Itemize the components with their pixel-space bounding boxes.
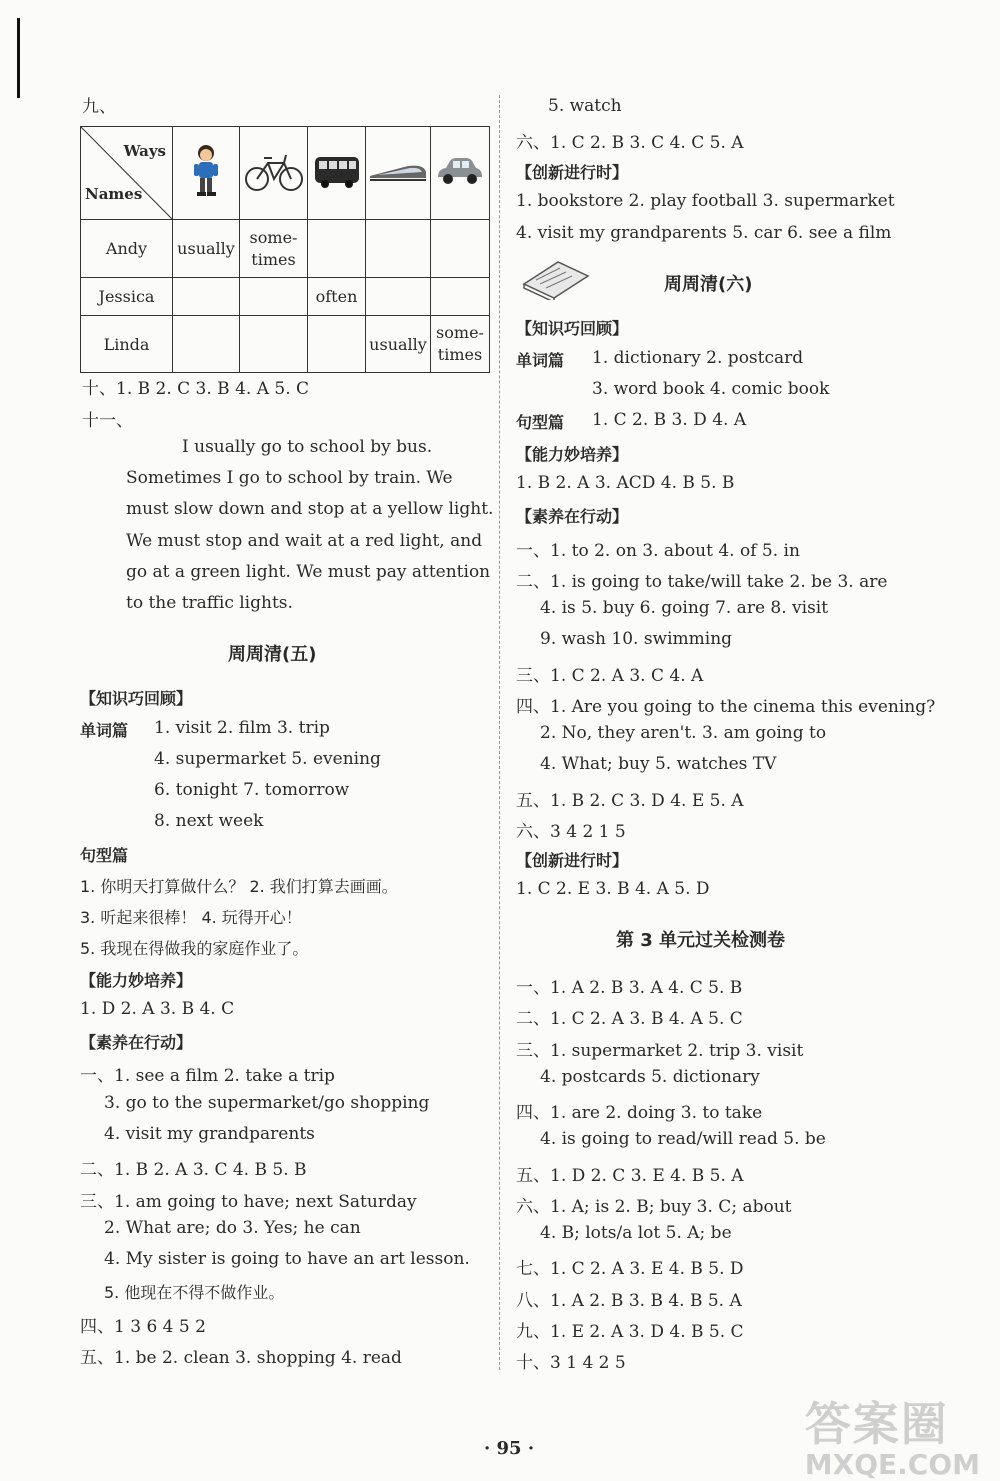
section-title-week5: 周周清(五) — [228, 644, 317, 665]
ability-answers-2: 1. B 2. A 3. ACD 4. B 5. B — [516, 473, 735, 493]
vocab-line: 6. tonight 7. tomorrow — [154, 780, 350, 800]
ability-answers: 1. D 2. A 3. B 4. C — [80, 999, 235, 1019]
bike-icon — [240, 127, 308, 220]
car-icon — [431, 127, 490, 220]
page-number: · 95 · — [484, 1438, 535, 1459]
heading-ability-2: 【能力妙培养】 — [516, 445, 629, 464]
innovate-answers-2: 1. C 2. E 3. B 4. A 5. D — [516, 879, 710, 899]
cell — [173, 316, 240, 373]
header-names: Names — [85, 185, 143, 203]
cell — [431, 278, 490, 316]
action-line: 六、3 4 2 1 5 — [516, 822, 626, 842]
walk-icon — [173, 127, 240, 220]
vocab-label: 单词篇 — [80, 721, 129, 740]
table-corner-cell — [81, 127, 173, 220]
vocab-label-2: 单词篇 — [516, 351, 565, 370]
table-row — [81, 278, 490, 316]
cell — [308, 220, 366, 278]
vocab-line: 4. supermarket 5. evening — [154, 749, 381, 769]
action-line: 4. is 5. buy 6. going 7. are 8. visit — [540, 598, 829, 618]
answer-line: 六、1. C 2. B 3. C 4. C 5. A — [516, 133, 744, 153]
heading-action: 【素养在行动】 — [80, 1033, 193, 1052]
table-row — [81, 220, 490, 278]
section-title-week6: 周周清(六) — [664, 274, 753, 295]
action-line: 一、1. to 2. on 3. about 4. of 5. in — [516, 541, 800, 561]
heading-action-2: 【素养在行动】 — [516, 507, 629, 526]
action-line: 4. My sister is going to have an art lesson. — [104, 1249, 470, 1269]
diagonal-line — [81, 127, 172, 219]
table-row — [81, 316, 490, 373]
unit-line: 六、1. A; is 2. B; buy 3. C; about — [516, 1197, 792, 1217]
essay-line: Sometimes I go to school by train. We — [126, 468, 453, 488]
watermark — [805, 1388, 980, 1481]
cell: some- times — [431, 316, 490, 373]
cell — [366, 278, 431, 316]
innovate-line: 4. visit my grandparents 5. car 6. see a film — [516, 223, 892, 243]
unit-line: 4. is going to read/will read 5. be — [540, 1129, 826, 1149]
unit-line: 四、1. are 2. doing 3. to take — [516, 1103, 763, 1123]
watermark-logo: 答案圈 — [804, 1397, 949, 1451]
row-name-linda: Linda — [81, 316, 173, 373]
heading-knowledge-2: 【知识巧回顾】 — [516, 319, 629, 338]
cell — [173, 278, 240, 316]
answer-line: 5. watch — [548, 96, 622, 116]
action-line: 四、1 3 6 4 5 2 — [80, 1317, 206, 1337]
cell — [308, 316, 366, 373]
sentence-answers: 1. C 2. B 3. D 4. A — [592, 410, 747, 430]
action-line: 5. 他现在不得不做作业。 — [104, 1283, 285, 1302]
vocab-line: 1. visit 2. film 3. trip — [154, 718, 330, 738]
action-line: 四、1. Are you going to the cinema this evening? — [516, 697, 936, 717]
row-name-jessica: Jessica — [81, 278, 173, 316]
vocab-line: 3. word book 4. comic book — [592, 379, 830, 399]
heading-knowledge: 【知识巧回顾】 — [80, 689, 193, 708]
unit-line: 五、1. D 2. C 3. E 4. B 5. A — [516, 1166, 744, 1186]
action-line: 二、1. is going to take/will take 2. be 3. are — [516, 572, 888, 592]
header-ways: Ways — [123, 142, 166, 160]
section-10-answers: 十、1. B 2. C 3. B 4. A 5. C — [82, 379, 310, 399]
action-line: 9. wash 10. swimming — [540, 629, 733, 649]
essay-line: We must stop and wait at a red light, and — [126, 531, 483, 551]
cell: usually — [366, 316, 431, 373]
vocab-line: 8. next week — [154, 811, 264, 831]
action-line: 三、1. am going to have; next Saturday — [80, 1192, 417, 1212]
cell: some- times — [240, 220, 308, 278]
book-icon — [518, 256, 592, 305]
heading-innovate: 【创新进行时】 — [516, 163, 629, 182]
section-title-unit3: 第 3 单元过关检测卷 — [616, 930, 786, 951]
unit-line: 九、1. E 2. A 3. D 4. B 5. C — [516, 1322, 744, 1342]
unit-line: 三、1. supermarket 2. trip 3. visit — [516, 1041, 804, 1061]
column-divider — [499, 95, 500, 1370]
unit-line: 十、3 1 4 2 5 — [516, 1353, 626, 1373]
essay-line: to the traffic lights. — [126, 593, 293, 613]
transport-ways-table — [80, 126, 490, 373]
innovate-line: 1. bookstore 2. play football 3. supermarket — [516, 191, 895, 211]
action-line: 五、1. B 2. C 3. D 4. E 5. A — [516, 791, 744, 811]
vocab-line: 1. dictionary 2. postcard — [592, 348, 804, 368]
action-line: 五、1. be 2. clean 3. shopping 4. read — [80, 1348, 402, 1368]
section-11-label: 十一、 — [82, 411, 133, 431]
left-margin-bar — [17, 18, 20, 98]
sentence-line: 5. 我现在得做我的家庭作业了。 — [80, 939, 309, 958]
unit-line: 八、1. A 2. B 3. B 4. B 5. A — [516, 1291, 742, 1311]
unit-line: 一、1. A 2. B 3. A 4. C 5. B — [516, 978, 743, 998]
watermark-url: MXQE.COM — [804, 1448, 980, 1481]
section-9-label: 九、 — [82, 97, 116, 117]
action-line: 二、1. B 2. A 3. C 4. B 5. B — [80, 1160, 307, 1180]
unit-line: 4. B; lots/a lot 5. A; be — [540, 1223, 732, 1243]
unit-line: 二、1. C 2. A 3. B 4. A 5. C — [516, 1009, 743, 1029]
cell: often — [308, 278, 366, 316]
action-line: 4. visit my grandparents — [104, 1124, 315, 1144]
cell — [431, 220, 490, 278]
unit-line: 七、1. C 2. A 3. E 4. B 5. D — [516, 1259, 744, 1279]
bus-icon — [308, 127, 366, 220]
action-line: 三、1. C 2. A 3. C 4. A — [516, 666, 704, 686]
action-line: 2. No, they aren't. 3. am going to — [540, 723, 827, 743]
cell: usually — [173, 220, 240, 278]
row-name-andy: Andy — [81, 220, 173, 278]
sentence-label: 句型篇 — [80, 846, 129, 865]
action-line: 2. What are; do 3. Yes; he can — [104, 1218, 361, 1238]
sentence-line: 1. 你明天打算做什么？ 2. 我们打算去画画。 — [80, 877, 398, 896]
cell — [366, 220, 431, 278]
action-line: 一、1. see a film 2. take a trip — [80, 1066, 335, 1086]
heading-ability: 【能力妙培养】 — [80, 971, 193, 990]
unit-line: 4. postcards 5. dictionary — [540, 1067, 760, 1087]
cell — [240, 278, 308, 316]
action-line: 4. What; buy 5. watches TV — [540, 754, 777, 774]
heading-innovate-2: 【创新进行时】 — [516, 851, 629, 870]
sentence-line: 3. 听起来很棒！ 4. 玩得开心！ — [80, 908, 302, 927]
action-line: 3. go to the supermarket/go shopping — [104, 1093, 430, 1113]
cell — [240, 316, 308, 373]
sentence-label-2: 句型篇 — [516, 413, 565, 432]
essay-line: go at a green light. We must pay attention — [126, 562, 491, 582]
essay-line: must slow down and stop at a yellow light. — [126, 499, 494, 519]
essay-line: I usually go to school by bus. — [182, 437, 433, 457]
train-icon — [366, 127, 431, 220]
